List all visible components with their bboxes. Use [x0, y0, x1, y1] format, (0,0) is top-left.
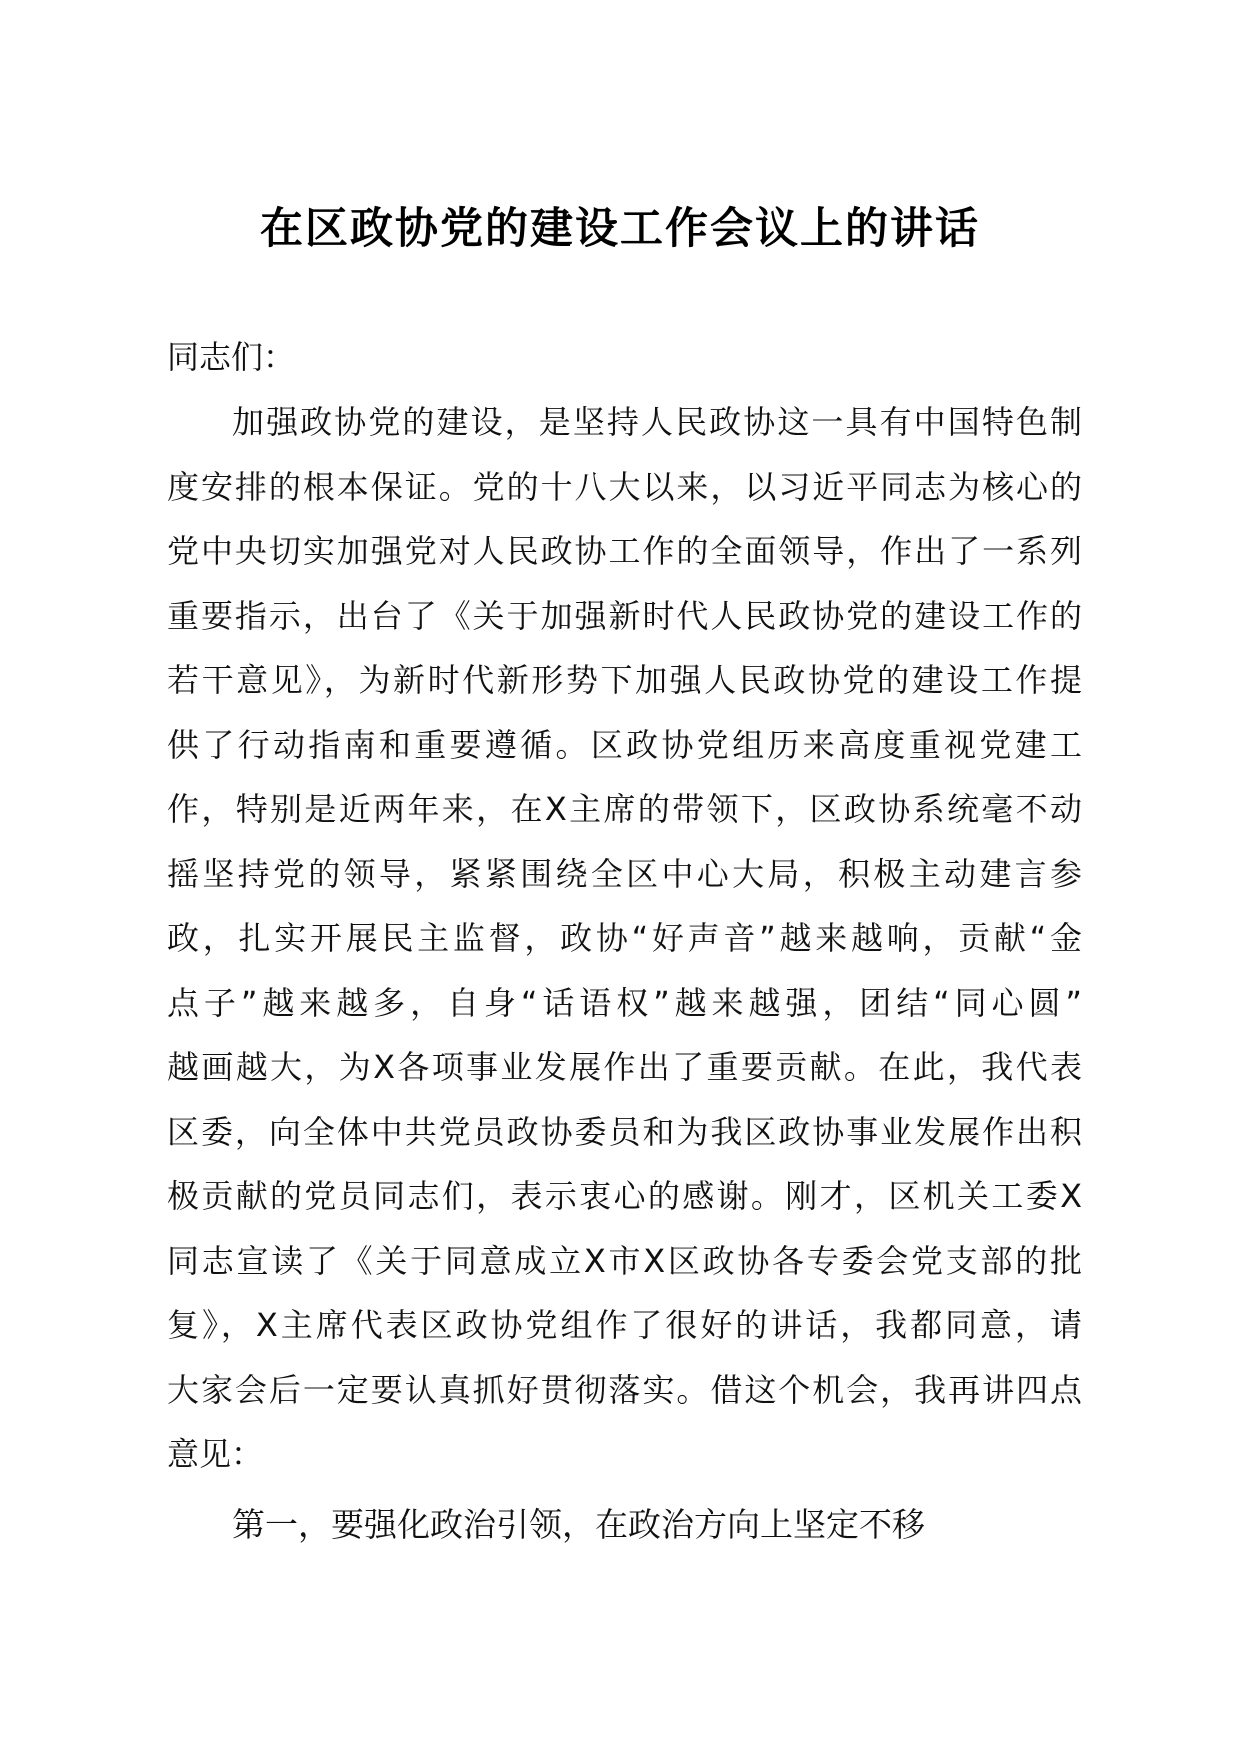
paragraph-line: 极贡献的党员同志们，表示衷心的感谢。刚才，区机关工委X	[167, 1177, 1082, 1215]
paragraph-line: 越画越大，为X各项事业发展作出了重要贡献。在此，我代表	[167, 1048, 1082, 1086]
paragraph-line: 作，特别是近两年来，在X主席的带领下，区政协系统毫不动	[167, 790, 1082, 828]
paragraph-line: 供了行动指南和重要遵循。区政协党组历来高度重视党建工	[167, 725, 1082, 764]
document-title: 在区政协党的建设工作会议上的讲话	[260, 204, 980, 254]
paragraph-line: 摇坚持党的领导，紧紧围绕全区中心大局，积极主动建言参	[167, 854, 1082, 893]
paragraph-line: 政，扎实开展民主监督，政协“好声音”越来越响，贡献“金	[167, 919, 1082, 957]
paragraph-line: 加强政协党的建设，是坚持人民政协这一具有中国特色制	[232, 403, 1082, 441]
salutation: 同志们：	[167, 338, 296, 376]
paragraph-line: 若干意见》，为新时代新形势下加强人民政协党的建设工作提	[167, 661, 1082, 699]
paragraph-line: 意见：	[167, 1435, 264, 1473]
paragraph-line: 同志宣读了《关于同意成立X市X区政协各专委会党支部的批	[167, 1241, 1082, 1280]
paragraph-line: 重要指示，出台了《关于加强新时代人民政协党的建设工作的	[167, 596, 1082, 635]
paragraph-line: 度安排的根本保证。党的十八大以来，以习近平同志为核心的	[167, 467, 1082, 506]
section-heading: 第一，要强化政治引领，在政治方向上坚定不移	[232, 1505, 925, 1544]
paragraph-line: 党中央切实加强党对人民政协工作的全面领导，作出了一系列	[167, 532, 1082, 570]
paragraph-line: 复》，X主席代表区政协党组作了很好的讲话，我都同意，请	[167, 1306, 1082, 1344]
paragraph-line: 区委，向全体中共党员政协委员和为我区政协事业发展作出积	[167, 1112, 1082, 1151]
paragraph-line: 点子”越来越多，自身“话语权”越来越强，团结“同心圆”	[167, 983, 1082, 1022]
paragraph-line: 大家会后一定要认真抓好贯彻落实。借这个机会，我再讲四点	[167, 1370, 1082, 1409]
